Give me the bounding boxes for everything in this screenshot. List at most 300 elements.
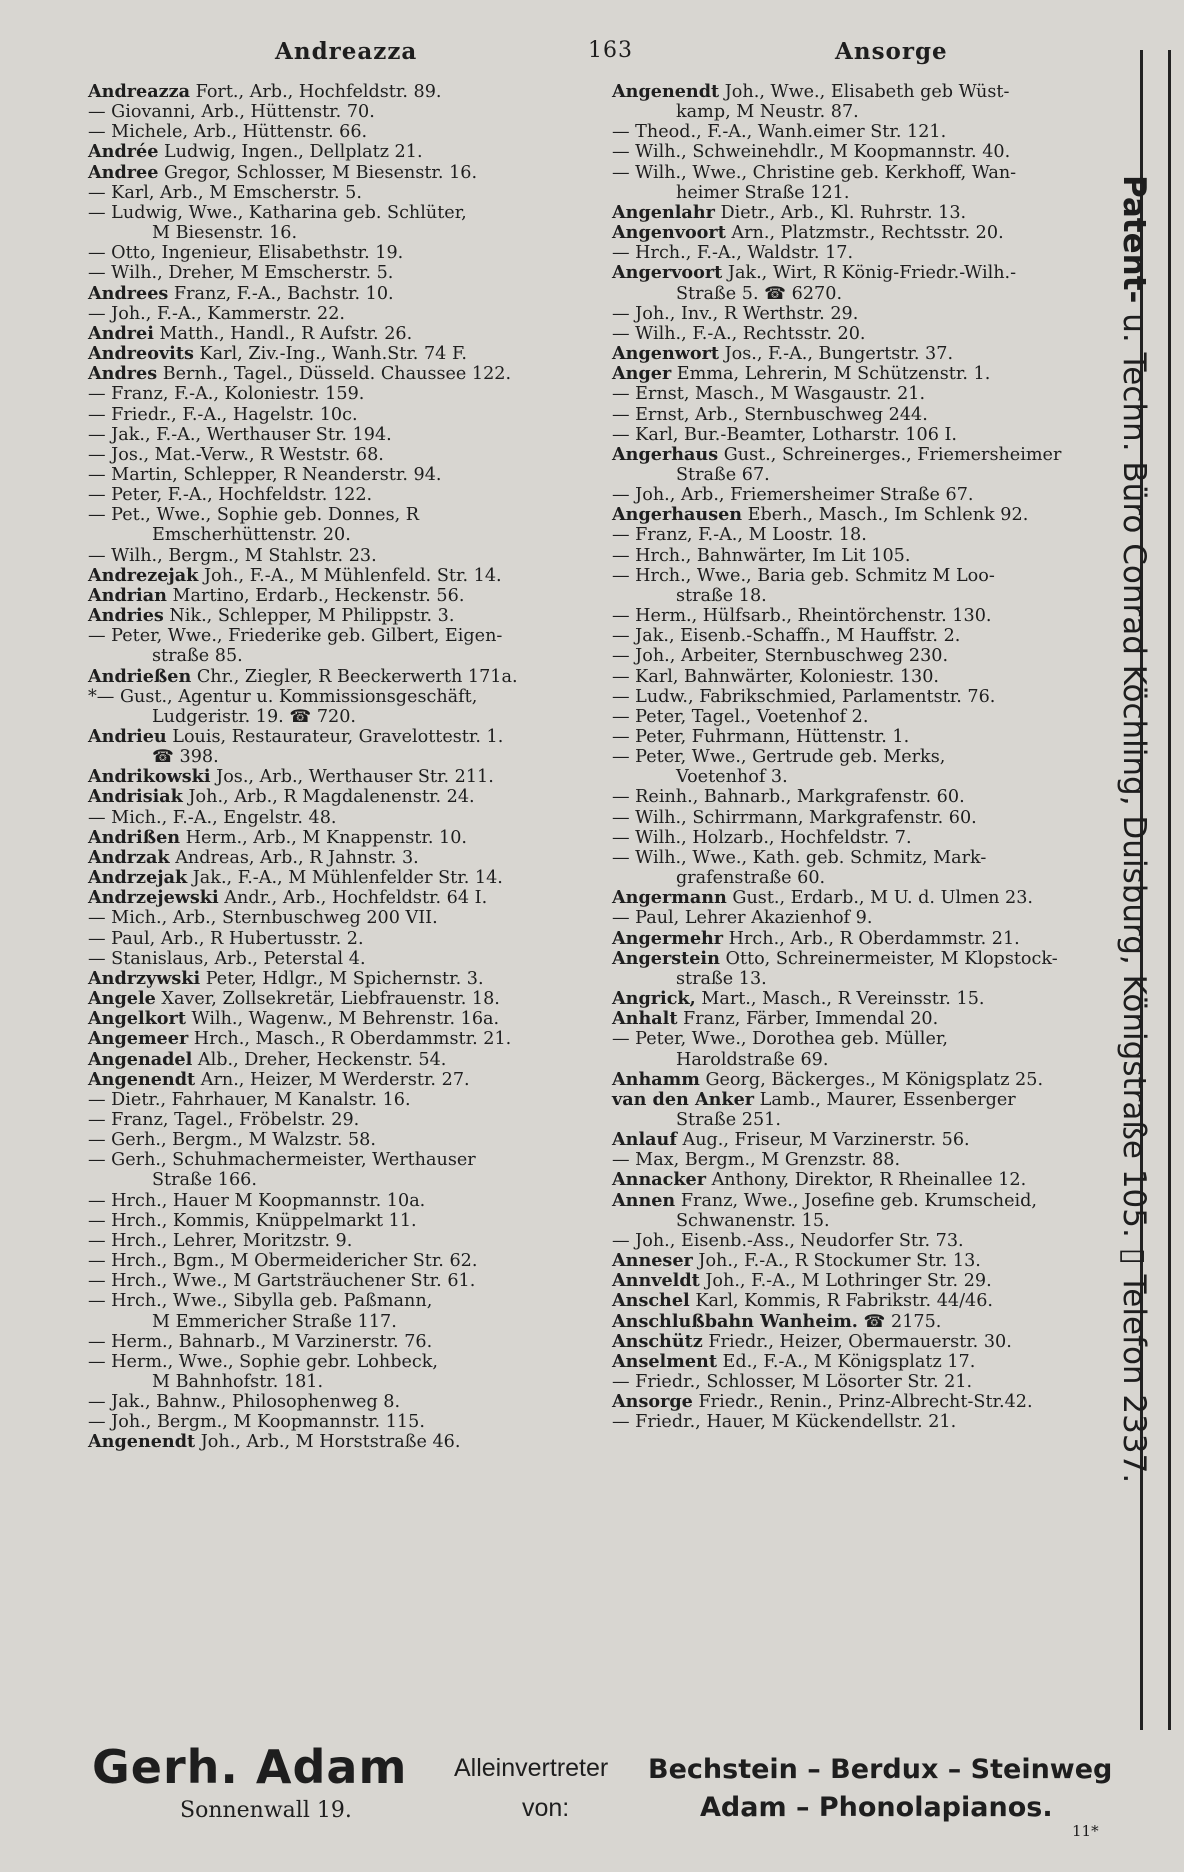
entry-surname: Angenlahr (612, 201, 715, 223)
entry-line: — Wilh., Schweinehdlr., M Koopmannstr. 40. (612, 142, 1011, 163)
entry-line: Anhalt Franz, Färber, Immendal 20. (612, 1008, 939, 1030)
directory-entry (612, 324, 1122, 344)
entry-line: Andrée Ludwig, Ingen., Dellplatz 21. (88, 141, 423, 163)
entry-continuation: straße 85. (152, 646, 243, 667)
entry-line: — Jos., Mat.-Verw., R Weststr. 68. (88, 444, 384, 465)
directory-entry (88, 808, 603, 828)
entry-line: — Ludwig, Wwe., Katharina geb. Schlüter, (88, 202, 467, 223)
entry-surname: Andrießen (88, 665, 192, 687)
entry-line: Andrisiak Joh., Arb., R Magdalenenstr. 24. (88, 786, 475, 808)
entry-line: Andreovits Karl, Ziv.-Ing., Wanh.Str. 74 F. (88, 343, 468, 365)
directory-entry (88, 566, 603, 586)
directory-entry (88, 929, 603, 949)
directory-entry (88, 304, 603, 324)
entry-line: — Gerh., Schuhmachermeister, Werthauser (88, 1150, 476, 1171)
directory-entry (612, 344, 1122, 364)
directory-entry (612, 1352, 1122, 1372)
entry-surname: van den Anker (612, 1088, 755, 1110)
entry-surname: Anhalt (612, 1008, 678, 1030)
banner-part1: Patent- (1116, 175, 1152, 304)
entry-surname: Andrée (88, 141, 159, 163)
right-column (612, 82, 1122, 1432)
entry-surname: Anhamm (612, 1068, 700, 1090)
entry-line: — Theod., F.-A., Wanh.eimer Str. 121. (612, 122, 947, 143)
directory-entry (88, 163, 603, 183)
entry-surname: Anselment (612, 1350, 717, 1372)
directory-entry (88, 828, 603, 848)
entry-continuation: Straße 67. (676, 464, 770, 485)
entry-line: Angenadel Alb., Dreher, Heckenstr. 54. (88, 1048, 447, 1070)
directory-entry (612, 1251, 1122, 1271)
directory-entry (612, 1271, 1122, 1291)
directory-entry (88, 1291, 603, 1331)
entry-surname: Andrees (88, 282, 169, 304)
entry-line: — Friedr., Hauer, M Kückendellstr. 21. (612, 1412, 957, 1433)
entry-line: — Herm., Bahnarb., M Varzinerstr. 76. (88, 1331, 433, 1352)
entry-line: — Hrch., Bahnwärter, Im Lit 105. (612, 545, 911, 566)
entry-line: — Joh., Arb., Friemersheimer Straße 67. (612, 485, 974, 506)
directory-entry (612, 747, 1122, 787)
directory-entry (612, 546, 1122, 566)
directory-entry (612, 848, 1122, 888)
entry-line: — Peter, Wwe., Friederike geb. Gilbert, Eigen- (88, 626, 503, 647)
entry-surname: Andrzejewski (88, 887, 219, 909)
entry-surname: Angenvoort (612, 222, 726, 244)
directory-entry (612, 405, 1122, 425)
entry-continuation: Voetenhof 3. (676, 767, 788, 788)
entry-line: Andrei Matth., Handl., R Aufstr. 26. (88, 322, 413, 344)
directory-entry (88, 1050, 603, 1070)
entry-line: — Ernst, Masch., M Wasgaustr. 21. (612, 384, 926, 405)
directory-entry (612, 989, 1122, 1009)
entry-line: Andrißen Herm., Arb., M Knappenstr. 10. (88, 826, 468, 848)
entry-line: — Franz, Tagel., Fröbelstr. 29. (88, 1109, 360, 1130)
directory-entry (612, 82, 1122, 122)
directory-entry (612, 727, 1122, 747)
directory-entry (88, 586, 603, 606)
entry-line: Angerstein Otto, Schreinermeister, M Klopstock- (612, 947, 1058, 969)
entry-line: Angenendt Arn., Heizer, M Werderstr. 27. (88, 1068, 470, 1090)
border-line (1168, 50, 1171, 1730)
entry-surname: Angelkort (88, 1008, 186, 1030)
entry-line: — Friedr., F.-A., Hagelstr. 10c. (88, 404, 358, 425)
directory-entry (88, 1332, 603, 1352)
directory-entry (612, 1372, 1122, 1392)
entry-line: Andrees Franz, F.-A., Bachstr. 10. (88, 282, 394, 304)
entry-surname: Annacker (612, 1169, 706, 1191)
entry-surname: Anlauf (612, 1129, 677, 1151)
directory-entry (88, 1029, 603, 1049)
entry-line: — Martin, Schlepper, R Neanderstr. 94. (88, 464, 442, 485)
entry-continuation: Haroldstraße 69. (676, 1049, 829, 1070)
entry-surname: Andrieu (88, 726, 167, 747)
von-label: von: (522, 1794, 570, 1822)
entry-line: — Gerh., Bergm., M Walzstr. 58. (88, 1130, 376, 1151)
entry-surname: Andres (88, 363, 158, 385)
advertiser-name: Gerh. Adam (92, 1740, 408, 1794)
entry-line: — Wilh., F.-A., Rechtsstr. 20. (612, 323, 866, 344)
entry-surname: Annveldt (612, 1270, 700, 1292)
directory-entry (88, 787, 603, 807)
directory-entry (612, 1312, 1122, 1332)
directory-entry (88, 1432, 603, 1452)
directory-entry (612, 1029, 1122, 1069)
directory-entry (612, 1130, 1122, 1150)
directory-entry (88, 1150, 603, 1190)
directory-entry (612, 606, 1122, 626)
entry-continuation: grafenstraße 60. (676, 868, 826, 889)
entry-line: — Wilh., Dreher, M Emscherstr. 5. (88, 263, 394, 284)
directory-entry (88, 1211, 603, 1231)
entry-line: — Dietr., Fahrhauer, M Kanalstr. 16. (88, 1089, 411, 1110)
entry-continuation: Straße 251. (676, 1109, 781, 1130)
directory-entry (612, 122, 1122, 142)
entry-surname: Angrick, (612, 988, 696, 1010)
entry-line: Angerhausen Eberh., Masch., Im Schlenk 92. (612, 504, 1029, 526)
directory-entry (612, 1332, 1122, 1352)
directory-entry (88, 767, 603, 787)
entry-surname: Angemeer (88, 1028, 189, 1050)
directory-entry (612, 1291, 1122, 1311)
directory-entry (612, 949, 1122, 989)
directory-entry (88, 888, 603, 908)
entry-surname: Andrisiak (88, 786, 183, 808)
directory-entry (612, 929, 1122, 949)
entry-surname: Andrei (88, 322, 154, 344)
directory-entry (612, 707, 1122, 727)
directory-entry (88, 969, 603, 989)
entry-continuation: Emscherhüttenstr. 20. (152, 525, 351, 546)
entry-line: Anhamm Georg, Bäckerges., M Königsplatz 25. (612, 1068, 1044, 1090)
directory-entry (88, 1090, 603, 1110)
entry-line: — Ernst, Arb., Sternbuschweg 244. (612, 404, 928, 425)
entry-surname: Andrzywski (88, 967, 201, 989)
entry-line: — Mich., F.-A., Engelstr. 48. (88, 807, 337, 828)
entry-line: Anschel Karl, Kommis, R Fabrikstr. 44/46. (612, 1290, 994, 1312)
directory-entry (88, 425, 603, 445)
entry-line: — Hrch., Wwe., Sibylla geb. Paßmann, (88, 1291, 433, 1312)
directory-entry (88, 1191, 603, 1211)
entry-line: Angrick, Mart., Masch., R Vereinsstr. 15. (612, 988, 985, 1010)
entry-line: — Wilh., Schirrmann, Markgrafenstr. 60. (612, 807, 977, 828)
entry-line: — Hrch., Bgm., M Obermeidericher Str. 62. (88, 1251, 478, 1272)
advertiser-address: Sonnenwall 19. (180, 1798, 352, 1823)
directory-entry (612, 364, 1122, 384)
header-right-keyword: Ansorge (835, 38, 948, 65)
entry-line: — Hrch., Hauer M Koopmannstr. 10a. (88, 1190, 426, 1211)
directory-entry (612, 667, 1122, 687)
directory-entry (612, 1170, 1122, 1190)
entry-line: Angemeer Hrch., Masch., R Oberdammstr. 21. (88, 1028, 512, 1050)
entry-line: Angenendt Joh., Arb., M Horststraße 46. (88, 1431, 461, 1453)
directory-entry (612, 808, 1122, 828)
entry-line: — Herm., Wwe., Sophie gebr. Lohbeck, (88, 1351, 439, 1372)
entry-line: — Friedr., Schlosser, M Lösorter Str. 21. (612, 1372, 973, 1392)
directory-entry (612, 304, 1122, 324)
directory-entry (612, 223, 1122, 243)
entry-line: — Giovanni, Arb., Hüttenstr. 70. (88, 102, 375, 123)
directory-entry (612, 908, 1122, 928)
entry-surname: Andrezejak (88, 564, 199, 586)
entry-line: — Reinh., Bahnarb., Markgrafenstr. 60. (612, 787, 965, 808)
entry-line: — Joh., F.-A., Kammerstr. 22. (88, 303, 345, 324)
entry-continuation: M Emmericher Straße 117. (152, 1311, 397, 1332)
entry-line: Andrieu Louis, Restaurateur, Gravelottestr. 1. (88, 726, 504, 747)
entry-line: Andrikowski Jos., Arb., Werthauser Str. 211. (88, 766, 494, 788)
entry-continuation: heimer Straße 121. (676, 182, 850, 203)
entry-surname: Andrikowski (88, 766, 211, 788)
alleinvertreter-label: Alleinvertreter (454, 1754, 609, 1782)
directory-entry (612, 828, 1122, 848)
entry-surname: Anschel (612, 1290, 690, 1312)
entry-line: — Wilh., Wwe., Christine geb. Kerkhoff, Wan- (612, 162, 1017, 183)
entry-line: — Franz, F.-A., M Loostr. 18. (612, 525, 867, 546)
entry-line: — Joh., Arbeiter, Sternbuschweg 230. (612, 646, 949, 667)
entry-line: Angelkort Wilh., Wagenw., M Behrenstr. 16a. (88, 1008, 500, 1030)
directory-entry (612, 243, 1122, 263)
entry-line: — Hrch., Wwe., Baria geb. Schmitz M Loo- (612, 565, 995, 586)
directory-entry (88, 687, 603, 727)
entry-line: Angermann Gust., Erdarb., M U. d. Ulmen 23. (612, 887, 1034, 909)
entry-surname: Angermehr (612, 927, 724, 949)
entry-line: Angenvoort Arn., Platzmstr., Rechtsstr. 20. (612, 222, 1004, 244)
directory-entry (88, 445, 603, 465)
entry-line: — Joh., Inv., R Werthstr. 29. (612, 303, 859, 324)
entry-line: — Paul, Arb., R Hubertusstr. 2. (88, 928, 364, 949)
entry-line: — Herm., Hülfsarb., Rheintörchenstr. 130. (612, 606, 992, 627)
entry-line: Anschütz Friedr., Heizer, Obermauerstr. 30. (612, 1330, 1012, 1352)
directory-entry (612, 505, 1122, 525)
entry-line: — Hrch., Wwe., M Gartsträuchener Str. 61. (88, 1271, 476, 1292)
entry-line: — Peter, Fuhrmann, Hüttenstr. 1. (612, 727, 910, 747)
entry-line: — Hrch., Lehrer, Moritzstr. 9. (88, 1230, 353, 1251)
directory-entry (88, 284, 603, 304)
header-left-keyword: Andreazza (275, 38, 418, 65)
entry-continuation: Straße 166. (152, 1170, 257, 1191)
directory-entry (612, 687, 1122, 707)
directory-entry (612, 384, 1122, 404)
entry-surname: Angerhaus (612, 443, 719, 465)
entry-line: van den Anker Lamb., Maurer, Essenberger (612, 1088, 1016, 1110)
entry-line: — Stanislaus, Arb., Peterstal 4. (88, 948, 366, 969)
entry-surname: Anschütz (612, 1330, 703, 1352)
entry-surname: Angerstein (612, 947, 720, 969)
directory-entry (612, 787, 1122, 807)
directory-entry (88, 82, 603, 102)
entry-line: Annveldt Joh., F.-A., M Lothringer Str. 29. (612, 1270, 992, 1292)
directory-entry (88, 142, 603, 162)
page-number: 163 (588, 38, 633, 63)
banner-part3: Telefon 2337. (1116, 1264, 1152, 1484)
entry-line: — Peter, Wwe., Gertrude geb. Merks, (612, 747, 946, 768)
entry-surname: Andreazza (88, 81, 190, 102)
entry-line: — Paul, Lehrer Akazienhof 9. (612, 908, 873, 929)
directory-entry (88, 848, 603, 868)
left-column (88, 82, 603, 1453)
entry-line: — Karl, Bur.-Beamter, Lotharstr. 106 I. (612, 424, 958, 445)
directory-entry (88, 1251, 603, 1271)
directory-entry (612, 203, 1122, 223)
directory-entry (88, 908, 603, 928)
directory-entry (88, 1412, 603, 1432)
side-advertisement (1116, 175, 1152, 1483)
entry-line: — Jak., Bahnw., Philosophenweg 8. (88, 1392, 401, 1413)
entry-line: Andries Nik., Schlepper, M Philippstr. 3. (88, 605, 455, 627)
directory-entry (612, 1412, 1122, 1432)
directory-entry (612, 445, 1122, 485)
entry-surname: Andrzak (88, 846, 170, 868)
directory-entry (612, 646, 1122, 666)
entry-line: — Wilh., Holzarb., Hochfeldstr. 7. (612, 827, 912, 848)
directory-entry (612, 1150, 1122, 1170)
entry-line: — Max, Bergm., M Grenzstr. 88. (612, 1150, 901, 1171)
entry-surname: Annen (612, 1189, 676, 1211)
entry-surname: Angenendt (88, 1068, 196, 1090)
entry-surname: Angerhausen (612, 504, 743, 526)
entry-surname: Angermann (612, 887, 727, 909)
entry-line: Andres Bernh., Tagel., Düsseld. Chaussee 122. (88, 363, 512, 385)
entry-surname: Andrian (88, 584, 167, 606)
entry-line: Angele Xaver, Zollsekretär, Liebfrauenstr. 18. (88, 988, 500, 1010)
entry-line: Anneser Joh., F.-A., R Stockumer Str. 13. (612, 1250, 981, 1272)
entry-line: Angerhaus Gust., Schreinerges., Friemersheimer (612, 443, 1062, 465)
entry-line: Angenlahr Dietr., Arb., Kl. Ruhrstr. 13. (612, 201, 967, 223)
directory-entry (612, 525, 1122, 545)
directory-entry (88, 384, 603, 404)
directory-entry (88, 1009, 603, 1029)
directory-entry (88, 949, 603, 969)
directory-entry (88, 364, 603, 384)
directory-entry (88, 1392, 603, 1412)
directory-entry (88, 203, 603, 243)
entry-surname: Angervoort (612, 262, 723, 284)
entry-continuation: Straße 5. ☎ 6270. (676, 283, 843, 304)
entry-line: Anger Emma, Lehrerin, M Schützenstr. 1. (612, 363, 991, 385)
entry-line: Andrießen Chr., Ziegler, R Beeckerwerth 171a. (88, 665, 518, 687)
entry-line: — Peter, Tagel., Voetenhof 2. (612, 706, 869, 727)
entry-continuation: straße 13. (676, 968, 767, 989)
entry-line: — Karl, Bahnwärter, Koloniestr. 130. (612, 666, 940, 687)
entry-line: Andrzywski Peter, Hdlgr., M Spichernstr. 3. (88, 967, 484, 989)
directory-entry (88, 1271, 603, 1291)
entry-line: Anschlußbahn Wanheim. ☎ 2175. (612, 1310, 942, 1332)
entry-line: — Karl, Arb., M Emscherstr. 5. (88, 182, 362, 203)
directory-entry (612, 142, 1122, 162)
entry-surname: Angenwort (612, 343, 720, 365)
entry-surname: Andries (88, 605, 164, 627)
directory-entry (88, 1130, 603, 1150)
directory-entry (88, 485, 603, 505)
directory-entry (88, 626, 603, 666)
entry-line: Ansorge Friedr., Renin., Prinz-Albrecht-Str.42. (612, 1391, 1033, 1413)
entry-line: Andrzejewski Andr., Arb., Hochfeldstr. 64 I. (88, 887, 488, 909)
directory-entry (88, 122, 603, 142)
entry-line: — Jak., F.-A., Werthauser Str. 194. (88, 424, 392, 445)
entry-line: — Joh., Eisenb.-Ass., Neudorfer Str. 73. (612, 1230, 964, 1251)
directory-entry (88, 243, 603, 263)
entry-line: Angervoort Jak., Wirt, R König-Friedr.-Wilh.- (612, 262, 1017, 284)
entry-line: — Wilh., Wwe., Kath. geb. Schmitz, Mark- (612, 847, 987, 868)
entry-line: — Franz, F.-A., Koloniestr. 159. (88, 384, 365, 405)
entry-line: — Joh., Bergm., M Koopmannstr. 115. (88, 1412, 425, 1433)
entry-line: Andrezejak Joh., F.-A., M Mühlenfeld. Str. 14. (88, 564, 502, 586)
banner-part2: u. Techn. Büro Conrad Köchling, Duisburg, Königstraße 105. (1116, 303, 1152, 1248)
entry-line: *— Gust., Agentur u. Kommissionsgeschäft, (88, 686, 478, 707)
directory-entry (612, 1009, 1122, 1029)
directory-entry (88, 183, 603, 203)
entry-continuation: Ludgeristr. 19. ☎ 720. (152, 706, 357, 727)
entry-line: — Ludw., Fabrikschmied, Parlamentstr. 76. (612, 686, 996, 707)
entry-continuation: M Biesenstr. 16. (152, 223, 298, 244)
entry-line: Angenendt Joh., Wwe., Elisabeth geb Wüst- (612, 81, 1010, 102)
entry-line: — Michele, Arb., Hüttenstr. 66. (88, 122, 368, 143)
directory-entry (88, 263, 603, 283)
directory-entry (612, 566, 1122, 606)
entry-line: — Peter, Wwe., Dorothea geb. Müller, (612, 1029, 948, 1050)
entry-line: Anselment Ed., F.-A., M Königsplatz 17. (612, 1350, 976, 1372)
entry-continuation: ☎ 398. (152, 747, 219, 768)
directory-entry (612, 263, 1122, 303)
entry-surname: Angenendt (612, 81, 720, 102)
entry-surname: Andrzejak (88, 867, 188, 889)
entry-line: Anlauf Aug., Friseur, M Varzinerstr. 56. (612, 1129, 970, 1151)
directory-entry (88, 505, 603, 545)
directory-entry (88, 102, 603, 122)
entry-line: — Otto, Ingenieur, Elisabethstr. 19. (88, 243, 404, 264)
directory-entry (88, 1352, 603, 1392)
directory-entry (88, 727, 603, 767)
brands-line-2: Adam – Phonolapianos. (700, 1792, 1053, 1823)
entry-surname: Angenadel (88, 1048, 193, 1070)
entry-continuation: straße 18. (676, 585, 767, 606)
directory-entry (612, 1392, 1122, 1412)
directory-entry (612, 1231, 1122, 1251)
entry-surname: Anneser (612, 1250, 693, 1272)
entry-surname: Andreovits (88, 343, 194, 365)
brands-line-1: Bechstein – Berdux – Steinweg (648, 1754, 1113, 1785)
entry-line: Angenwort Jos., F.-A., Bungertstr. 37. (612, 343, 954, 365)
directory-entry (612, 1191, 1122, 1231)
directory-entry (88, 546, 603, 566)
entry-surname: Ansorge (612, 1391, 693, 1413)
directory-entry (88, 405, 603, 425)
entry-surname: Anschlußbahn Wanheim. (612, 1310, 858, 1332)
entry-surname: Angele (88, 988, 156, 1010)
directory-entry (612, 485, 1122, 505)
entry-surname: Angenendt (88, 1431, 196, 1453)
directory-entry (612, 1090, 1122, 1130)
directory-entry (612, 163, 1122, 203)
directory-entry (612, 1070, 1122, 1090)
directory-entry (88, 1231, 603, 1251)
entry-line: — Pet., Wwe., Sophie geb. Donnes, R (88, 505, 420, 526)
directory-entry (88, 1110, 603, 1130)
directory-entry (88, 465, 603, 485)
directory-entry (88, 324, 603, 344)
entry-line: Andrzak Andreas, Arb., R Jahnstr. 3. (88, 846, 419, 868)
entry-line: — Jak., Eisenb.-Schaffn., M Hauffstr. 2. (612, 626, 961, 647)
entry-surname: Andrißen (88, 826, 181, 848)
directory-entry (88, 1070, 603, 1090)
entry-surname: Anger (612, 363, 672, 385)
directory-entry (612, 425, 1122, 445)
directory-entry (88, 606, 603, 626)
entry-continuation: Schwanenstr. 15. (676, 1210, 830, 1231)
directory-entry (612, 626, 1122, 646)
entry-line: Andreazza Fort., Arb., Hochfeldstr. 89. (88, 81, 442, 102)
banner-separator: ▯ (1116, 1247, 1152, 1265)
entry-line: — Peter, F.-A., Hochfeldstr. 122. (88, 485, 373, 506)
